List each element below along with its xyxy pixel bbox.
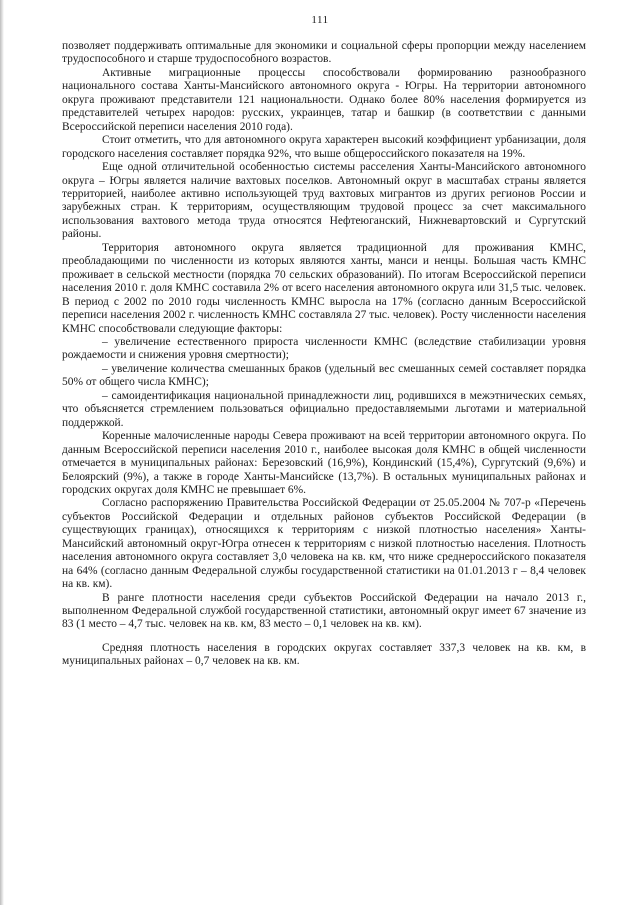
paragraph-indigenous-peoples: Коренные малочисленные народы Севера проживают на всей территории автономного округа. По данным Всероссийской переписи населения 2010 г., наиболее высокая доля КМНС в общей численности отмечается в муниципальных районах: Березовский (16,9%), Кондинский (15,4%), Сургутский (9,6%) и Белоярский (9%), а также в городе Ханты-Мансийске (13,7%). В остальных муниципальных районах и городских округах доля КМНС не превышает 6%. <box>62 430 586 496</box>
paragraph-urbanization: Стоит отметить, что для автономного округа характерен высокий коэффициент урбанизации, доля городского населения составляет порядка 92%, что выше общероссийского показателя на 19%. <box>62 134 586 160</box>
paragraph-density-rank: В ранге плотности населения среди субъектов Российской Федерации на начало 2013 г., выполненном Федеральной службой государственной статистики, автономный округ имеет 67 значение из 83 (1 место – 4,7 тыс. человек на кв. км, 83 место – 0,1 человек на кв. км). <box>62 591 586 631</box>
paragraph-average-density: Средняя плотность населения в городских округах составляет 337,3 человек на кв. км, в муниципальных районах – 0,7 человек на кв. км. <box>62 641 586 668</box>
paragraph-continuation: позволяет поддерживать оптимальные для экономики и социальной сферы пропорции между населением трудоспособного и старше трудоспособного возрастов. <box>62 40 586 66</box>
list-item-natural-growth: – увеличение естественного прироста численности КМНС (вследствие стабилизации уровня рождаемости и снижения уровня смертности); <box>62 335 586 362</box>
paragraph-government-order: Согласно распоряжению Правительства Российской Федерации от 25.05.2004 № 707-р «Перечень субъектов Российской Федерации и отдельных районов субъектов Российской Федерации (в существующих границах), относящихся к территориям с низкой плотностью населения» Ханты-Мансийский автономный округ-Югра отнесен к территориям с низкой плотностью населения. Плотность населения автономного округа составляет 3,0 человека на кв. км, что ниже среднероссийского показателя на 64% (согласно данным Федеральной службы государственной статистики на 01.01.2013 г – 8,4 человек на кв. км). <box>62 497 586 591</box>
document-body <box>62 40 586 669</box>
paragraph-kmns-territory: Территория автономного округа является традиционной для проживания КМНС, преобладающими по численности из которых являются ханты, манси и ненцы. Большая часть КМНС проживает в сельской местности (порядка 70 сельских образований). По итогам Всероссийской переписи населения 2010 г. доля КМНС составила 2% от всего населения автономного округа или 31,5 тыс. человек. В период с 2002 по 2010 годы численность КМНС выросла на 17% (согласно данным Всероссийской переписи населения 2002 г. численность КМНС составляла 27 тыс. человек). Росту численности населения КМНС способствовали следующие факторы: <box>62 241 586 335</box>
paragraph-migration: Активные миграционные процессы способствовали формированию разнообразного национального состава Ханты-Мансийского автономного округа - Югры. На территории автономного округа проживают представители 121 национальности. Однако более 80% населения формируется из представителей четырех народов: русских, украинцев, татар и башкир (в соответствии с данными Всероссийской переписи населения 2010 года). <box>62 66 586 133</box>
list-item-mixed-marriages: – увеличение количества смешанных браков (удельный вес смешанных семей составляет порядка 50% от общего числа КМНС); <box>62 362 586 389</box>
scan-edge <box>0 0 4 905</box>
paragraph-shift-settlements: Еще одной отличительной особенностью системы расселения Ханты-Мансийского автономного округа – Югры является наличие вахтовых поселков. Автономный округ в масштабах страны является территорией, наиболее активно использующей труд вахтовых мигрантов из других регионов России и зарубежных стран. К территориям, осуществляющим трудовой процесс за счет максимального использования вахтового метода труда относятся Нефтеюганский, Нижневартовский и Сургутский районы. <box>62 161 586 241</box>
page-number: 111 <box>311 14 329 26</box>
list-item-self-identification: – самоидентификация национальной принадлежности лиц, родившихся в межэтнических семьях, что объясняется стремлением пользоваться официально предоставляемыми льготами и материальной поддержкой. <box>62 389 586 429</box>
